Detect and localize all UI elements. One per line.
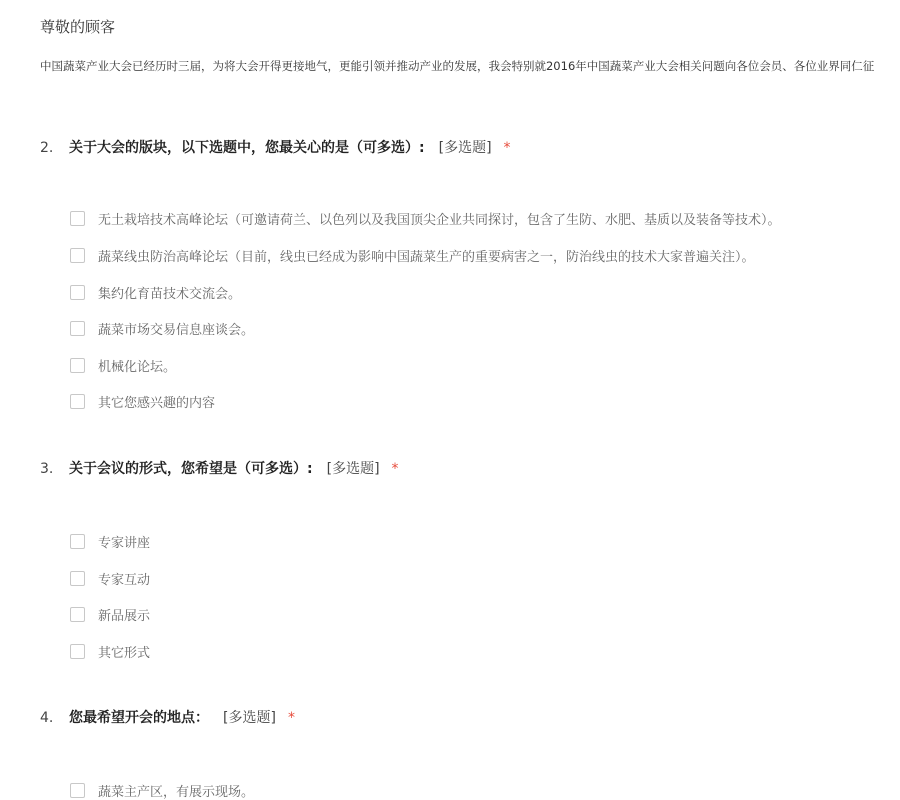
checkbox[interactable] bbox=[70, 783, 85, 798]
option-main-producing-area[interactable] bbox=[70, 780, 254, 800]
option-label: 蔬菜市场交易信息座谈会。 bbox=[98, 322, 255, 338]
option-mechanization-forum[interactable] bbox=[70, 355, 176, 375]
checkbox[interactable] bbox=[70, 321, 85, 336]
option-seedling-exchange[interactable] bbox=[70, 282, 241, 302]
question-type: [多选题] bbox=[223, 710, 276, 726]
option-other-interest[interactable] bbox=[70, 391, 215, 411]
option-label: 蔬菜线虫防治高峰论坛（目前，线虫已经成为影响中国蔬菜生产的重要病害之一，防治线虫的技术大家普遍关注）。 bbox=[98, 249, 755, 265]
question-type: [多选题] bbox=[438, 140, 492, 156]
option-soilless-forum[interactable] bbox=[70, 208, 781, 228]
checkbox[interactable] bbox=[70, 285, 85, 300]
question-number: 4. bbox=[40, 710, 54, 726]
option-label: 机械化论坛。 bbox=[98, 359, 177, 375]
question-2 bbox=[40, 137, 511, 157]
checkbox[interactable] bbox=[70, 607, 85, 622]
question-type: [多选题] bbox=[326, 461, 380, 477]
option-label: 专家互动 bbox=[98, 572, 151, 588]
option-label: 集约化育苗技术交流会。 bbox=[98, 286, 242, 302]
option-nematode-forum[interactable] bbox=[70, 245, 755, 265]
greeting: 尊敬的顾客 bbox=[40, 18, 116, 36]
checkbox[interactable] bbox=[70, 358, 85, 373]
option-label: 其它您感兴趣的内容 bbox=[98, 395, 216, 411]
intro-text: 中国蔬菜产业大会已经历时三届，为将大会开得更接地气，更能引领并推动产业的发展，我会特别就2016年中国蔬菜产业大会相关问题向各位会员、各位业界同仁征 bbox=[40, 59, 875, 73]
question-title: 关于大会的版块，以下选题中，您最关心的是（可多选）: bbox=[69, 140, 425, 156]
question-3 bbox=[40, 458, 399, 478]
question-number: 3. bbox=[40, 461, 54, 477]
option-label: 蔬菜主产区，有展示现场。 bbox=[98, 784, 255, 800]
checkbox[interactable] bbox=[70, 394, 85, 409]
question-4 bbox=[40, 707, 295, 727]
option-expert-lecture[interactable] bbox=[70, 531, 150, 551]
question-title: 关于会议的形式，您希望是（可多选）: bbox=[69, 461, 313, 477]
option-expert-interaction[interactable] bbox=[70, 568, 150, 588]
option-market-forum[interactable] bbox=[70, 318, 254, 338]
option-product-showcase[interactable] bbox=[70, 604, 150, 624]
checkbox[interactable] bbox=[70, 248, 85, 263]
required-mark: * bbox=[391, 461, 399, 477]
question-title: 您最希望开会的地点： bbox=[69, 710, 209, 726]
option-label: 新品展示 bbox=[98, 608, 151, 624]
required-mark: * bbox=[287, 710, 295, 726]
option-label: 其它形式 bbox=[98, 645, 151, 661]
checkbox[interactable] bbox=[70, 571, 85, 586]
option-label: 专家讲座 bbox=[98, 535, 151, 551]
option-label: 无土栽培技术高峰论坛（可邀请荷兰、以色列以及我国顶尖企业共同探讨，包含了生防、水肥、基质以及装备等技术）。 bbox=[98, 212, 781, 228]
checkbox[interactable] bbox=[70, 534, 85, 549]
checkbox[interactable] bbox=[70, 211, 85, 226]
checkbox[interactable] bbox=[70, 644, 85, 659]
required-mark: * bbox=[503, 140, 511, 156]
option-other-format[interactable] bbox=[70, 641, 150, 661]
question-number: 2. bbox=[40, 140, 54, 156]
